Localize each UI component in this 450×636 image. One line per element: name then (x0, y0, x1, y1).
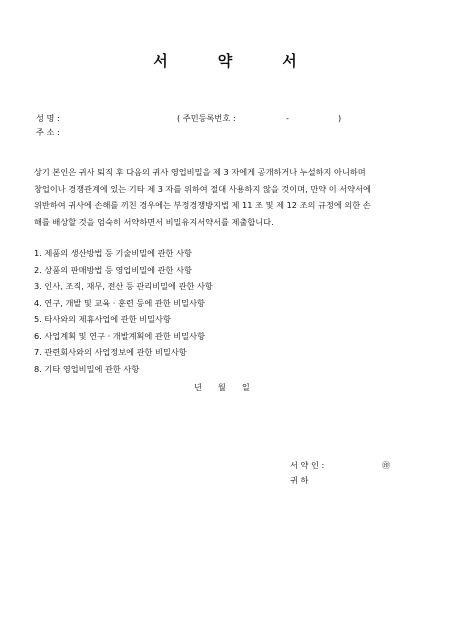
title-char-3: 서 (282, 52, 297, 70)
addressee-label: 귀 하 (290, 475, 309, 485)
list-item: 1. 제품의 생산방법 등 기술비밀에 관한 사항 (34, 248, 192, 258)
date-month: 월 (217, 382, 226, 392)
list-item: 7. 관련회사와의 사업정보에 관한 비밀사항 (34, 347, 187, 357)
title-char-1: 서 (153, 52, 168, 70)
id-number-label: ( 주민등록번호 : (177, 113, 236, 123)
list-item: 8. 기타 영업비밀에 관한 사항 (34, 363, 140, 374)
list-item: 2. 상품의 판매방법 등 영업비밀에 관한 사항 (34, 264, 192, 275)
signer-label: 서 약 인 : (290, 460, 325, 470)
paragraph-line: 상기 본인은 귀사 퇴직 후 다음의 귀사 영업비밀을 제 3 자에게 공개하거나 누설하지 아니하며 (34, 167, 366, 177)
seal-mark: ㊞ (382, 460, 391, 470)
document-title (0, 50, 450, 71)
pledge-paragraph (34, 164, 420, 230)
id-number-dash: - (286, 113, 289, 123)
date-day: 일 (241, 382, 250, 392)
date-year: 년 (194, 382, 202, 392)
list-item: 3. 인사, 조직, 재무, 전산 등 관리비밀에 관한 사항 (34, 281, 213, 291)
list-item: 4. 연구, 개발 및 교육 · 훈련 등에 관한 비밀사항 (34, 297, 205, 308)
name-label: 성 명 : (36, 113, 60, 123)
paragraph-line: 창업이나 경쟁관계에 있는 기타 제 3 자를 위하여 절대 사용하지 않을 것이며, 만약 이 서약서에 (34, 183, 371, 194)
title-char-2: 약 (217, 52, 233, 70)
paragraph-line: 위반하여 귀사에 손해를 끼친 경우에는 부정경쟁방지법 제 11 조 및 제 12 조의 규정에 의한 손 (34, 200, 371, 210)
id-number-close-paren: ) (338, 113, 342, 123)
list-item: 5. 타사와의 제휴사업에 관한 비밀사항 (34, 314, 171, 324)
address-label: 주 소 : (36, 127, 60, 137)
secret-items-list (34, 245, 213, 377)
list-item: 6. 사업계획 및 연구 · 개발계획에 관한 비밀사항 (34, 330, 205, 341)
date-line (194, 382, 250, 393)
paragraph-line: 해를 배상할 것을 엄숙히 서약하면서 비밀유지서약서를 제출합니다. (34, 216, 274, 227)
